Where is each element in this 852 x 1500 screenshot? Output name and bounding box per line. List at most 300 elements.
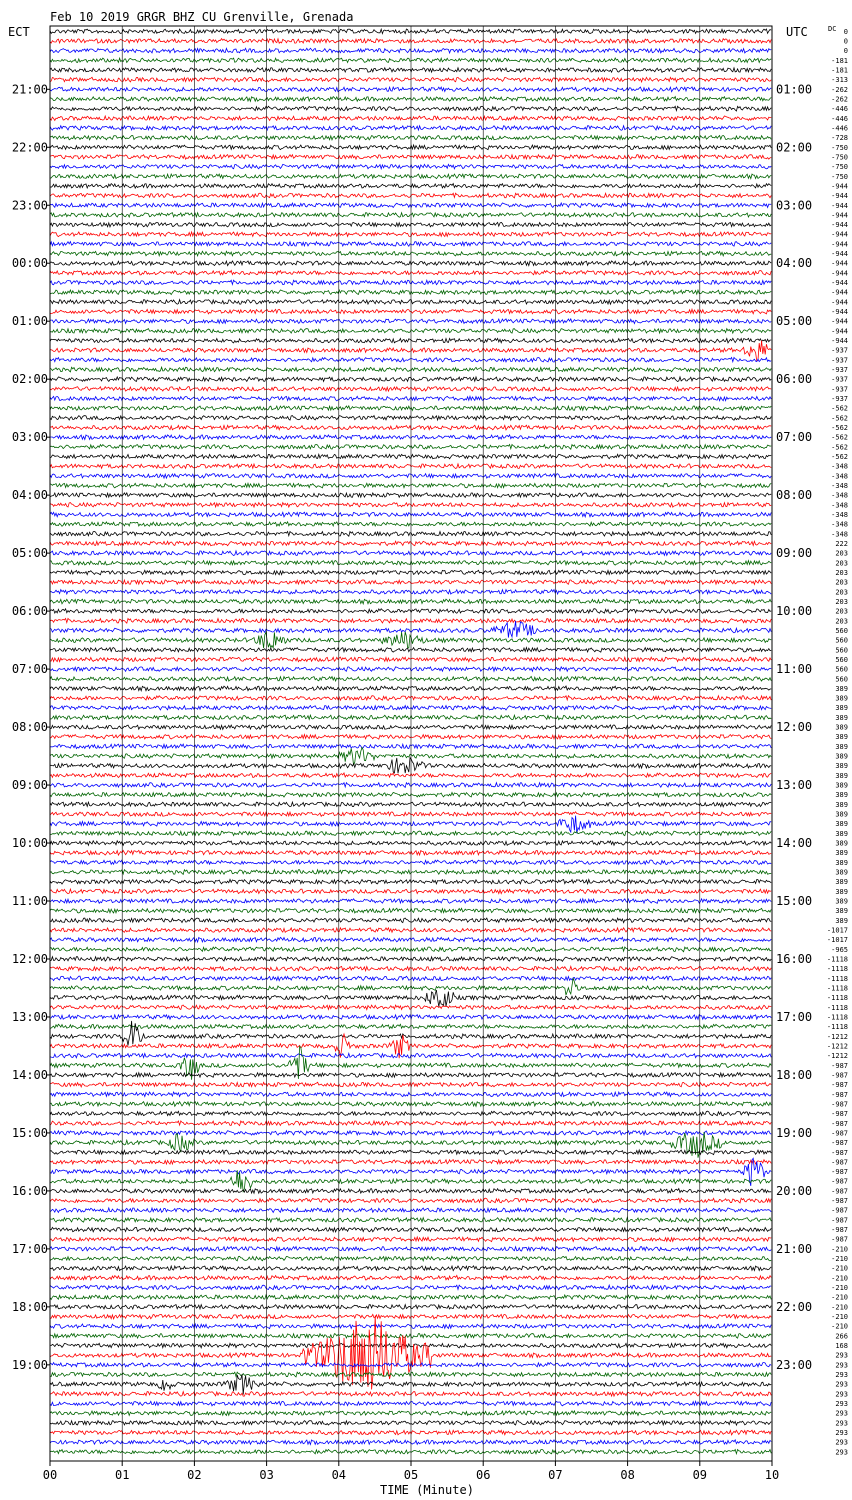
dc-offset-label: 293 <box>835 1361 848 1370</box>
seismic-trace <box>50 816 771 834</box>
dc-offset-label: -348 <box>831 462 848 471</box>
seismic-trace <box>50 1131 771 1136</box>
seismic-trace <box>50 213 771 218</box>
dc-offset-label: -446 <box>831 124 848 133</box>
dc-offset-label: -987 <box>831 1177 848 1186</box>
seismic-trace <box>50 261 771 266</box>
dc-offset-label: -944 <box>831 211 848 220</box>
dc-offset-label: -750 <box>831 143 848 152</box>
seismic-trace <box>50 1218 771 1223</box>
dc-offset-label: 560 <box>835 646 848 655</box>
dc-offset-label: -1118 <box>826 1003 848 1012</box>
seismic-trace <box>50 290 771 295</box>
dc-offset-label: -937 <box>831 366 848 375</box>
right-hour-label: 16:00 <box>776 951 813 966</box>
seismic-trace <box>50 531 771 536</box>
left-hour-label: 01:00 <box>11 314 48 329</box>
dc-offset-label: -210 <box>831 1313 848 1322</box>
seismic-trace <box>50 396 771 401</box>
dc-offset-label: -210 <box>831 1303 848 1312</box>
dc-offset-label: -562 <box>831 414 848 423</box>
minute-gridlines <box>122 26 700 1461</box>
seismic-trace <box>50 387 771 392</box>
dc-offset-label: 389 <box>835 771 848 780</box>
dc-offset-label: -210 <box>831 1284 848 1293</box>
dc-offset-label: -944 <box>831 201 848 210</box>
seismic-trace <box>50 947 771 952</box>
dc-offset-label: -944 <box>831 221 848 230</box>
seismic-trace <box>50 1053 771 1058</box>
right-hour-label: 10:00 <box>776 604 813 619</box>
dc-offset-label: 293 <box>835 1380 848 1389</box>
x-tick-label: 05 <box>403 1468 419 1482</box>
dc-offset-label: 389 <box>835 694 848 703</box>
dc-offset-label: -944 <box>831 259 848 268</box>
right-hour-label: 14:00 <box>776 836 813 851</box>
seismic-trace <box>50 928 771 933</box>
seismic-trace <box>50 309 771 314</box>
right-hour-label: 06:00 <box>776 372 813 387</box>
dc-offset-label: 389 <box>835 916 848 925</box>
seismic-trace <box>50 609 771 614</box>
dc-offset-label: 389 <box>835 868 848 877</box>
dc-offset-label: 266 <box>835 1332 848 1341</box>
dc-offset-label: -987 <box>831 1081 848 1090</box>
seismic-trace <box>50 667 771 671</box>
seismic-trace <box>50 1102 771 1107</box>
dc-offset-label: 389 <box>835 781 848 790</box>
dc-offset-label: -348 <box>831 520 848 529</box>
right-hour-label: 13:00 <box>776 778 813 793</box>
dc-offset-label: 389 <box>835 791 848 800</box>
dc-offset-label: -1212 <box>826 1032 848 1041</box>
dc-offset-label: 293 <box>835 1428 848 1437</box>
seismic-trace <box>50 329 771 334</box>
left-hour-label: 03:00 <box>11 430 48 445</box>
dc-offset-label: -750 <box>831 172 848 181</box>
dc-offset-label: -348 <box>831 510 848 519</box>
dc-offset-label: -944 <box>831 288 848 297</box>
seismic-trace <box>50 918 771 923</box>
seismic-trace <box>50 879 771 884</box>
dc-offset-label: -1118 <box>826 994 848 1003</box>
seismic-trace <box>50 454 771 459</box>
dc-offset-label: -446 <box>831 105 848 114</box>
seismic-trace <box>50 551 771 556</box>
seismic-trace <box>50 957 771 962</box>
dc-offset-label: 203 <box>835 617 848 626</box>
right-hour-label: 22:00 <box>776 1299 813 1314</box>
seismic-trace <box>50 657 771 662</box>
right-hour-label: 04:00 <box>776 256 813 271</box>
dc-offset-label: -987 <box>831 1197 848 1206</box>
left-hour-label: 09:00 <box>11 778 48 793</box>
seismic-trace <box>50 1374 771 1394</box>
seismic-trace <box>50 68 771 73</box>
seismic-trace <box>50 899 771 904</box>
dc-offset-label: 560 <box>835 655 848 664</box>
left-hour-label: 14:00 <box>11 1067 48 1082</box>
dc-offset-label: 203 <box>835 568 848 577</box>
dc-offset-label: 560 <box>835 665 848 674</box>
seismic-trace <box>50 1256 771 1261</box>
dc-offset-label: -937 <box>831 385 848 394</box>
dc-offset-label: 389 <box>835 704 848 713</box>
dc-offset-label: 293 <box>835 1438 848 1447</box>
dc-offset-label: -562 <box>831 404 848 413</box>
seismic-trace <box>50 908 771 913</box>
left-hour-label: 06:00 <box>11 604 48 619</box>
seismic-trace <box>50 570 771 575</box>
dc-offset-label: -181 <box>831 66 848 75</box>
dc-offset-label: -210 <box>831 1293 848 1302</box>
seismic-trace <box>50 1021 771 1046</box>
dc-offset-label: 389 <box>835 907 848 916</box>
dc-offset-label: 389 <box>835 829 848 838</box>
dc-offset-label: 0 <box>843 37 848 46</box>
left-hour-label: 11:00 <box>11 894 48 909</box>
dc-offset-label: -562 <box>831 424 848 433</box>
dc-offset-label: 389 <box>835 713 848 722</box>
dc-offset-label: -937 <box>831 375 848 384</box>
seismic-trace <box>50 77 771 82</box>
seismic-trace <box>50 1111 771 1116</box>
seismic-trace <box>50 425 771 430</box>
dc-offset-label: -181 <box>831 56 848 65</box>
seismic-trace <box>50 580 771 585</box>
dc-offset-label: 389 <box>835 733 848 742</box>
seismic-trace <box>50 358 771 363</box>
dc-offset-label: 293 <box>835 1400 848 1409</box>
dc-offset-label: 389 <box>835 887 848 896</box>
left-hour-label: 07:00 <box>11 662 48 677</box>
seismic-trace <box>50 802 771 807</box>
dc-offset-label: -1118 <box>826 1013 848 1022</box>
dc-offset-label: -944 <box>831 230 848 239</box>
seismic-trace <box>50 1266 771 1271</box>
dc-offset-label: 203 <box>835 597 848 606</box>
dc-offset-label: 389 <box>835 820 848 829</box>
dc-offset-label: 203 <box>835 549 848 558</box>
dc-offset-label: 389 <box>835 742 848 751</box>
chart-title: Feb 10 2019 GRGR BHZ CU Grenville, Grenada <box>50 10 354 24</box>
left-hour-label: 23:00 <box>11 198 48 213</box>
right-hour-label: 01:00 <box>776 82 813 97</box>
seismic-trace <box>50 1208 771 1213</box>
seismic-trace <box>50 937 771 942</box>
dc-offset-label: -987 <box>831 1090 848 1099</box>
dc-offset-label: 389 <box>835 810 848 819</box>
dc-offset-label: -1118 <box>826 955 848 964</box>
seismic-trace <box>50 1121 771 1126</box>
right-timezone-label: UTC <box>786 25 808 39</box>
dc-offset-label: -987 <box>831 1110 848 1119</box>
dc-offset-label: -348 <box>831 530 848 539</box>
right-hour-label: 09:00 <box>776 546 813 561</box>
seismic-trace <box>50 715 771 720</box>
dc-offset-label: -1118 <box>826 984 848 993</box>
seismic-trace <box>50 474 771 479</box>
dc-offset-label: -210 <box>831 1274 848 1283</box>
seismic-trace <box>50 174 771 179</box>
dc-offset-label: -987 <box>831 1100 848 1109</box>
right-hour-label: 05:00 <box>776 314 813 329</box>
seismic-trace <box>50 1227 771 1232</box>
seismic-trace <box>50 686 771 691</box>
seismic-trace <box>50 541 771 546</box>
seismic-trace <box>50 590 771 595</box>
seismic-trace <box>50 48 771 53</box>
seismic-trace <box>50 860 771 865</box>
dc-offset-label: -446 <box>831 114 848 123</box>
dc-offset-label: -348 <box>831 481 848 490</box>
seismic-trace <box>50 1372 771 1377</box>
x-tick-label: 04 <box>331 1468 347 1482</box>
dc-offset-label: -937 <box>831 356 848 365</box>
dc-offset-label: -987 <box>831 1158 848 1167</box>
left-hour-label: 13:00 <box>11 1009 48 1024</box>
seismic-trace <box>50 812 771 817</box>
left-hour-label: 00:00 <box>11 256 48 271</box>
x-tick-label: 08 <box>620 1468 635 1482</box>
x-tick-label: 09 <box>692 1468 708 1482</box>
left-hour-label: 02:00 <box>11 372 48 387</box>
left-hour-label: 16:00 <box>11 1183 48 1198</box>
dc-offset-label: 389 <box>835 684 848 693</box>
dc-offset-label: -562 <box>831 453 848 461</box>
seismic-trace <box>50 841 771 846</box>
dc-offset-label: -944 <box>831 308 848 317</box>
seismic-trace <box>50 783 771 788</box>
dc-offset-label: -210 <box>831 1245 848 1254</box>
seismic-trace <box>50 483 771 488</box>
seismic-trace <box>50 561 771 566</box>
dc-offset-label: 389 <box>835 849 848 858</box>
left-hour-label: 21:00 <box>11 82 48 97</box>
seismic-trace <box>50 87 771 92</box>
dc-offset-label: -944 <box>831 327 848 336</box>
seismic-trace <box>50 621 771 638</box>
seismic-trace <box>50 793 771 798</box>
x-tick-label: 00 <box>42 1468 58 1482</box>
seismic-trace <box>50 1449 771 1454</box>
dc-offset-label: -1212 <box>826 1042 848 1051</box>
x-axis-ticks <box>43 1461 779 1482</box>
dc-offset-label: 203 <box>835 559 848 568</box>
seismic-trace <box>50 319 771 324</box>
dc-offset-label: 293 <box>835 1390 848 1399</box>
seismic-trace <box>50 1150 771 1155</box>
seismic-trace <box>50 1305 771 1310</box>
dc-offset-label: -210 <box>831 1264 848 1273</box>
seismic-trace <box>50 145 771 150</box>
seismic-trace <box>50 976 771 980</box>
seismic-trace <box>50 1334 771 1339</box>
dc-offset-label: 560 <box>835 675 848 684</box>
x-tick-label: 10 <box>764 1468 780 1482</box>
dc-offset-label: -944 <box>831 317 848 326</box>
dc-offset-label: 293 <box>835 1371 848 1380</box>
seismic-trace <box>50 1314 771 1319</box>
dc-offset-label: -937 <box>831 395 848 404</box>
seismic-trace <box>50 978 771 995</box>
seismic-trace <box>50 464 771 469</box>
seismic-trace <box>50 706 771 711</box>
x-tick-label: 02 <box>187 1468 202 1482</box>
dc-offset-label: -987 <box>831 1168 848 1177</box>
left-hour-label: 08:00 <box>11 720 48 735</box>
seismic-trace <box>50 870 771 875</box>
seismic-trace <box>50 1440 771 1445</box>
seismic-trace <box>50 1247 771 1252</box>
dc-offset-label: -1118 <box>826 1023 848 1032</box>
seismic-trace <box>50 222 771 227</box>
right-hour-label: 08:00 <box>776 488 813 503</box>
dc-offset-label: -262 <box>831 85 848 94</box>
seismic-trace <box>50 1285 771 1290</box>
right-hour-label: 07:00 <box>776 430 813 445</box>
seismic-trace <box>50 748 771 766</box>
seismic-trace <box>50 1092 771 1097</box>
right-hour-labels <box>776 82 812 1372</box>
right-hour-label: 12:00 <box>776 720 813 735</box>
seismic-trace <box>50 773 771 778</box>
seismic-trace <box>50 1421 771 1426</box>
dc-offset-label: 293 <box>835 1419 848 1428</box>
seismic-trace <box>50 1073 771 1078</box>
dc-offset-label: -1017 <box>826 936 848 945</box>
dc-offset-label: -348 <box>831 501 848 510</box>
seismic-trace <box>50 1411 771 1416</box>
seismic-trace <box>50 632 771 648</box>
seismic-trace <box>50 990 771 1007</box>
seismic-trace <box>50 618 771 623</box>
seismic-trace <box>50 677 771 682</box>
x-tick-label: 01 <box>114 1468 130 1482</box>
seismic-trace <box>50 367 771 372</box>
seismic-trace <box>50 1170 771 1191</box>
dc-offset-label: 293 <box>835 1448 848 1457</box>
left-hour-label: 05:00 <box>11 546 48 561</box>
seismic-trace <box>50 184 771 189</box>
dc-offset-label: 203 <box>835 578 848 587</box>
dc-offset-label: -944 <box>831 192 848 201</box>
dc-offset-label: 0 <box>843 47 848 56</box>
x-tick-label: 03 <box>259 1468 274 1482</box>
left-hour-label: 15:00 <box>11 1125 48 1140</box>
dc-offset-label: 560 <box>835 636 848 645</box>
dc-offset-labels <box>827 28 848 1457</box>
seismic-trace <box>50 58 771 63</box>
dc-offset-label: -944 <box>831 182 848 191</box>
right-hour-label: 21:00 <box>776 1241 813 1256</box>
left-hour-label: 04:00 <box>11 488 48 503</box>
seismic-trace <box>50 648 771 653</box>
seismic-trace <box>50 300 771 305</box>
seismic-trace <box>50 966 771 971</box>
seismic-trace <box>50 1082 771 1087</box>
dc-offset-label: -987 <box>831 1187 848 1196</box>
seismic-trace <box>50 1160 771 1165</box>
seismic-trace <box>50 377 771 382</box>
right-hour-label: 11:00 <box>776 662 813 677</box>
dc-offset-label: -944 <box>831 269 848 278</box>
seismic-trace <box>50 97 771 102</box>
seismic-trace <box>50 39 771 44</box>
left-hour-label: 19:00 <box>11 1357 48 1372</box>
seismic-trace <box>50 1343 771 1348</box>
seismic-trace <box>50 493 771 498</box>
right-hour-label: 20:00 <box>776 1183 813 1198</box>
left-hour-labels <box>12 82 50 1372</box>
dc-header-label: DC <box>828 25 837 33</box>
seismic-trace <box>50 1189 771 1194</box>
seismic-trace <box>50 1015 771 1020</box>
dc-offset-label: -210 <box>831 1322 848 1331</box>
dc-offset-label: -987 <box>831 1061 848 1070</box>
left-hour-label: 17:00 <box>11 1241 48 1256</box>
dc-offset-label: 203 <box>835 588 848 597</box>
seismic-trace <box>50 522 771 527</box>
seismic-trace <box>50 889 771 894</box>
seismic-trace <box>50 1237 771 1242</box>
seismic-trace <box>50 735 771 740</box>
seismic-trace <box>50 1198 771 1203</box>
seismic-trace <box>50 1392 771 1397</box>
dc-offset-label: -562 <box>831 443 848 452</box>
seismic-trace <box>50 341 771 361</box>
dc-offset-label: 0 <box>843 27 848 36</box>
dc-offset-label: -944 <box>831 240 848 249</box>
seismic-trace <box>50 512 771 517</box>
dc-offset-label: 222 <box>835 539 848 548</box>
dc-offset-label: -944 <box>831 250 848 259</box>
dc-offset-label: 389 <box>835 839 848 848</box>
dc-offset-label: -1017 <box>826 926 848 935</box>
seismic-trace <box>50 29 771 34</box>
seismic-trace <box>50 164 771 169</box>
dc-offset-label: 203 <box>835 607 848 616</box>
right-hour-label: 23:00 <box>776 1357 813 1372</box>
seismic-trace <box>50 850 771 855</box>
dc-offset-label: 389 <box>835 762 848 771</box>
dc-offset-label: -987 <box>831 1148 848 1157</box>
right-hour-label: 19:00 <box>776 1125 813 1140</box>
dc-offset-label: 389 <box>835 800 848 809</box>
right-hour-label: 02:00 <box>776 140 813 155</box>
dc-offset-label: -944 <box>831 279 848 288</box>
seismic-trace <box>50 406 771 411</box>
dc-offset-label: 389 <box>835 858 848 867</box>
left-hour-label: 22:00 <box>11 140 48 155</box>
dc-offset-label: -1212 <box>826 1052 848 1061</box>
dc-offset-label: 389 <box>835 878 848 887</box>
dc-offset-label: 168 <box>835 1342 848 1351</box>
dc-offset-label: -987 <box>831 1129 848 1138</box>
dc-offset-label: -750 <box>831 163 848 172</box>
dc-offset-label: -987 <box>831 1071 848 1080</box>
seismic-trace <box>50 445 771 450</box>
dc-offset-label: -987 <box>831 1226 848 1235</box>
dc-offset-label: -965 <box>831 945 848 954</box>
dc-offset-label: 293 <box>835 1351 848 1360</box>
x-tick-label: 07 <box>548 1468 563 1482</box>
dc-offset-label: -937 <box>831 346 848 355</box>
left-hour-label: 10:00 <box>11 836 48 851</box>
dc-offset-label: 389 <box>835 752 848 761</box>
trace-group <box>50 29 771 1454</box>
right-hour-label: 15:00 <box>776 894 813 909</box>
